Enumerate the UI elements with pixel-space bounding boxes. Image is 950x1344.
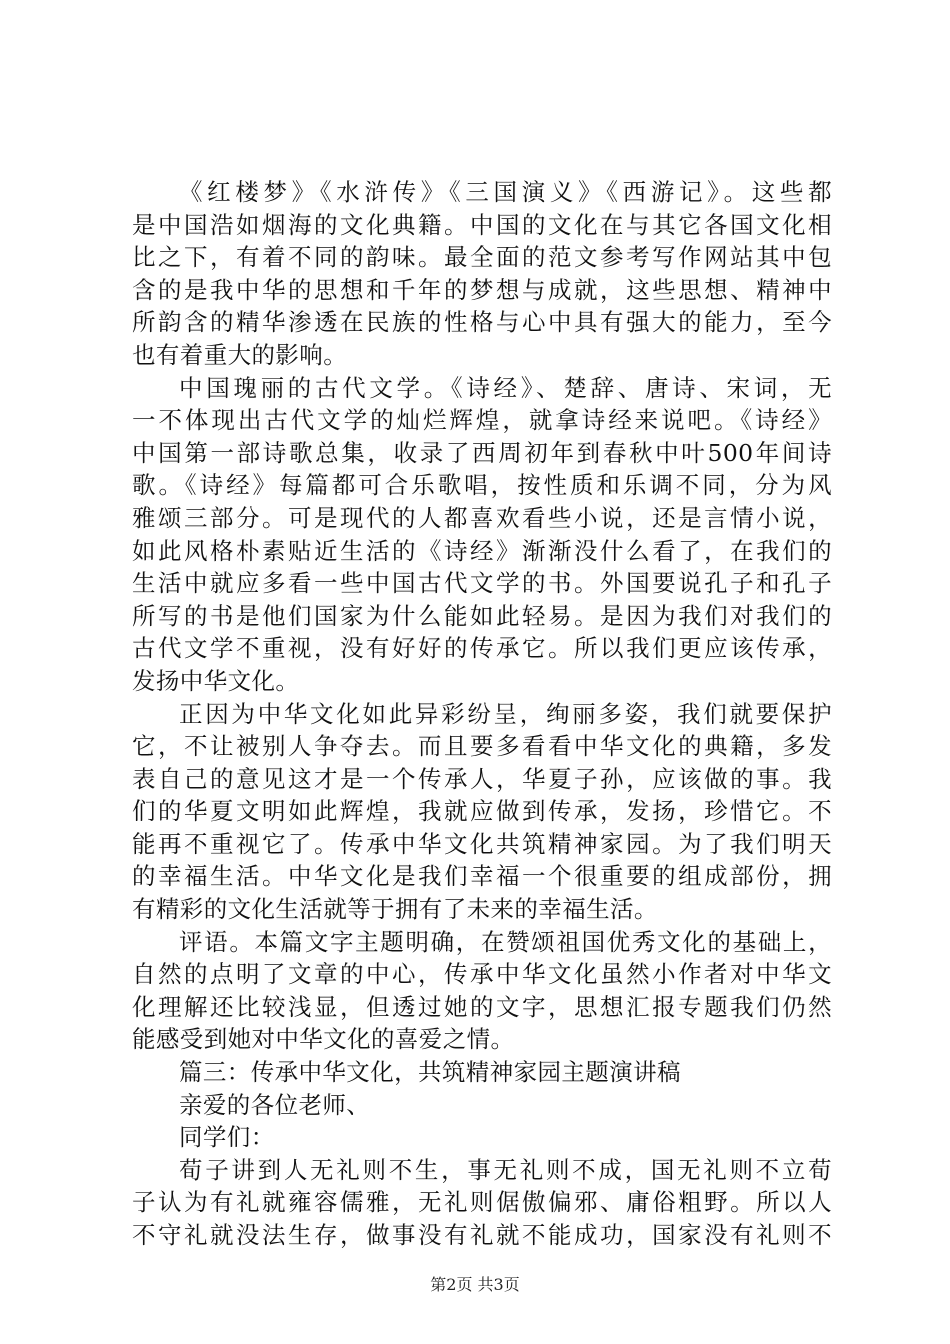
text-line: 古代文学不重视，没有好好的传承它。所以我们更应该传承， [132,634,832,663]
text-line: 比之下，有着不同的韵味。最全面的范文参考写作网站其中包 [132,243,832,272]
text-line: 有精彩的文化生活就等于拥有了未来的幸福生活。 [132,895,658,924]
text-line: 如此风格朴素贴近生活的《诗经》渐渐没什么看了，在我们的 [132,536,832,565]
text-line: 荀子讲到人无礼则不生，事无礼则不成，国无礼则不立荀 [179,1155,832,1184]
text-line: 中国瑰丽的古代文学。《诗经》、楚辞、唐诗、宋词，无 [179,373,832,402]
text-line: 同学们： [179,1123,275,1152]
text-line: 也有着重大的影响。 [132,340,348,369]
text-line: 歌。《诗经》每篇都可合乐歌唱，按性质和乐调不同，分为风 [132,471,832,500]
text-line: 正因为中华文化如此异彩纷呈，绚丽多姿，我们就要保护 [179,699,832,728]
text-line: 能再不重视它了。传承中华文化共筑精神家园。为了我们明天 [132,829,832,858]
text-line: 它，不让被别人争夺去。而且要多看看中华文化的典籍，多发 [132,732,832,761]
text-line: 《红楼梦》《水浒传》《三国演义》《西游记》。这些都 [179,178,832,206]
text-line: 不守礼就没法生存，做事没有礼就不能成功，国家没有礼则不 [132,1221,832,1249]
text-line: 是中国浩如烟海的文化典籍。中国的文化在与其它各国文化相 [132,210,832,239]
text-line: 一不体现出古代文学的灿烂辉煌，就拿诗经来说吧。《诗经》 [132,406,832,435]
text-line: 雅颂三部分。可是现代的人都喜欢看些小说，还是言情小说， [132,503,832,532]
text-line: 含的是我中华的思想和千年的梦想与成就，这些思想、精神中 [132,275,832,304]
text-line: 子认为有礼就雍容儒雅，无礼则倨傲偏邪、庸俗粗野。所以人 [132,1188,832,1217]
text-line: 亲爱的各位老师、 [179,1090,371,1119]
text-line: 所写的书是他们国家为什么能如此轻易。是因为我们对我们的 [132,601,832,630]
text-line: 表自己的意见这才是一个传承人，华夏子孙，应该做的事。我 [132,764,832,793]
text-line: 中国第一部诗歌总集，收录了西周初年到春秋中叶500年间诗 [132,438,832,467]
text-line: 生活中就应多看一些中国古代文学的书。外国要说孔子和孔子 [132,569,832,598]
text-line: 评语。本篇文字主题明确，在赞颂祖国优秀文化的基础上， [179,927,832,956]
document-body [132,176,832,1252]
text-line: 自然的点明了文章的中心，传承中华文化虽然小作者对中华文 [132,960,832,989]
text-line: 化理解还比较浅显，但透过她的文字，思想汇报专题我们仍然 [132,992,832,1021]
text-line: 所韵含的精华渗透在民族的性格与心中具有强大的能力，至今 [132,308,832,337]
page-footer: 第2页 共3页 [430,1275,520,1294]
text-line: 能感受到她对中华文化的喜爱之情。 [132,1025,515,1054]
text-line: 的幸福生活。中华文化是我们幸福一个很重要的组成部份，拥 [132,862,832,891]
text-line: 篇三：传承中华文化，共筑精神家园主题演讲稿 [179,1058,681,1087]
text-line: 发扬中华文化。 [132,666,300,695]
text-line: 们的华夏文明如此辉煌，我就应做到传承，发扬，珍惜它。不 [132,797,832,826]
